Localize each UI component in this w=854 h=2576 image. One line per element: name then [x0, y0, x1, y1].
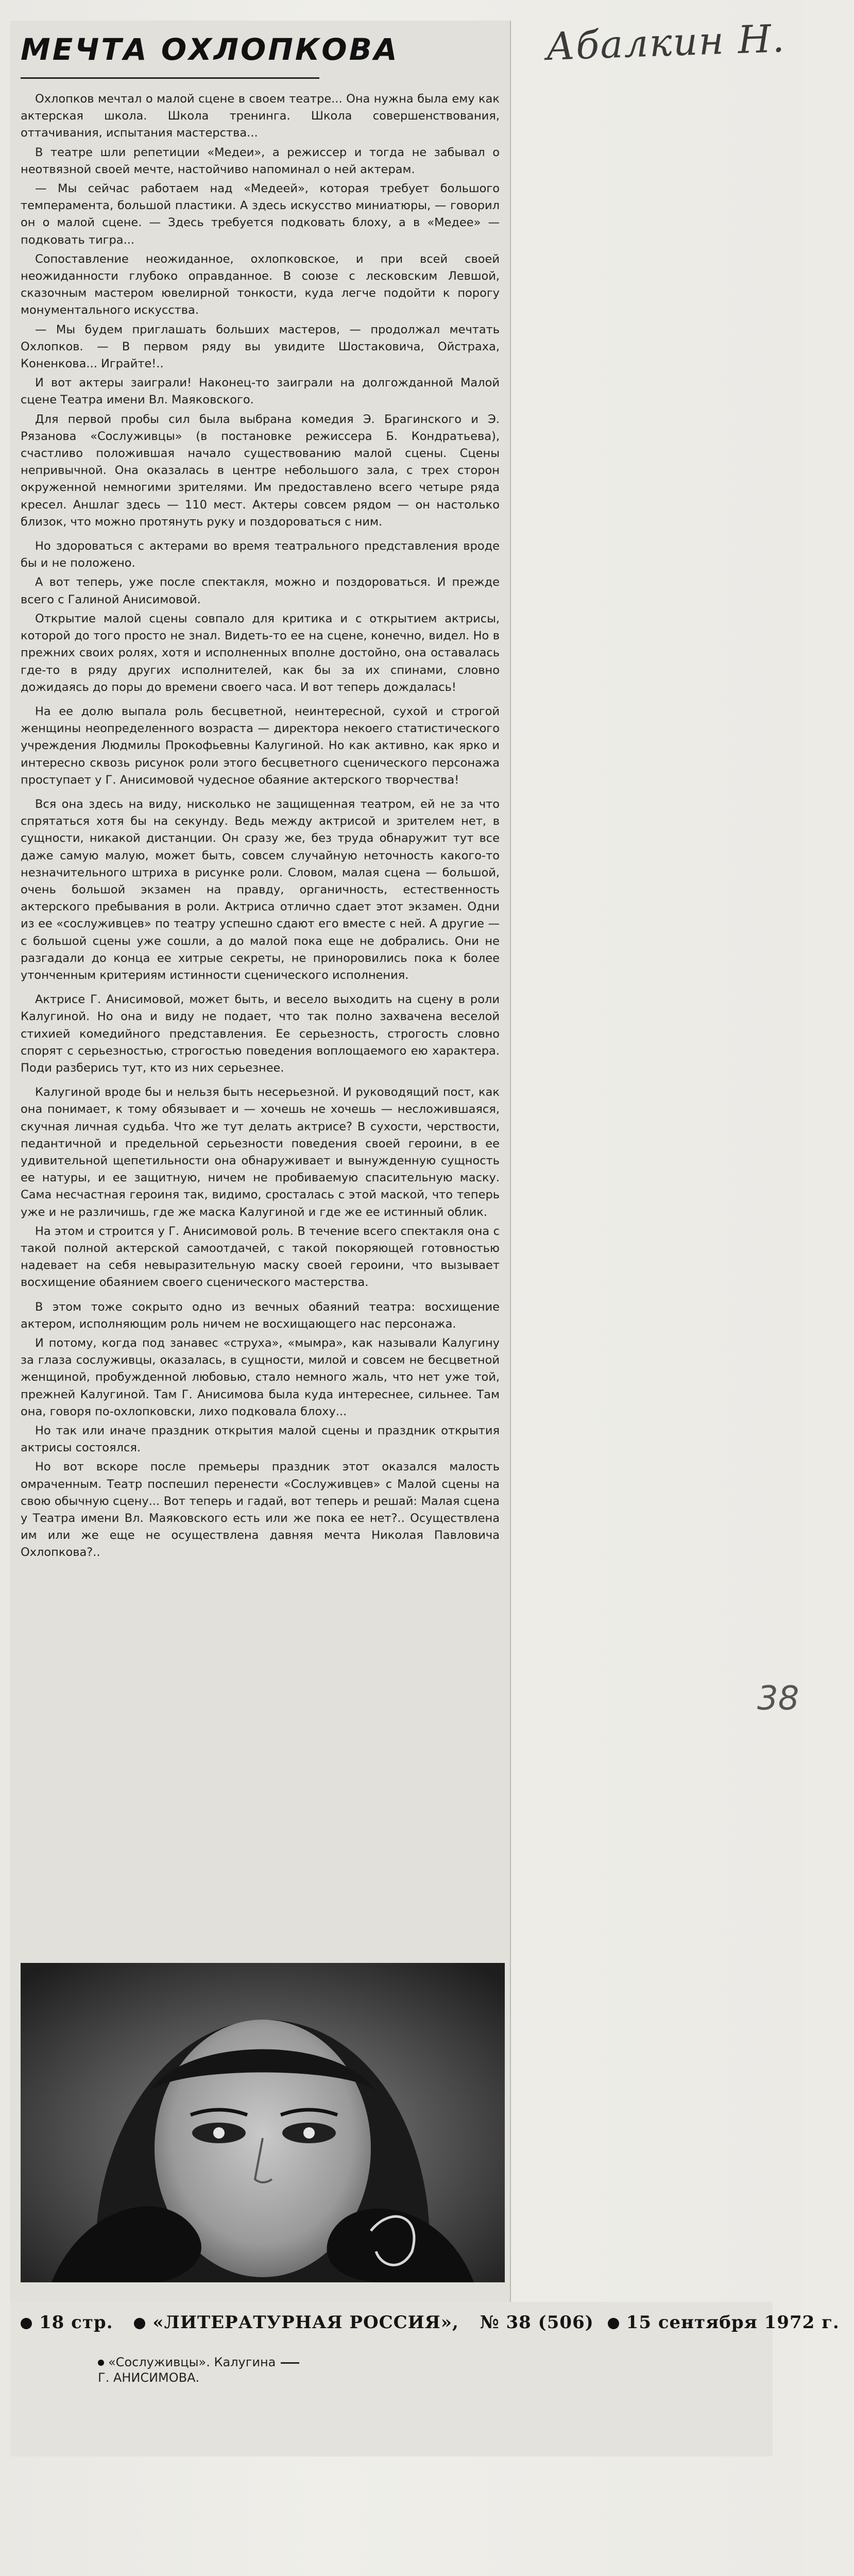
photo-caption [98, 2354, 458, 2385]
newspaper-footer [21, 2312, 840, 2333]
bullet-icon [21, 2318, 32, 2329]
paragraph: Калугиной вроде бы и нельзя быть несерьезной. И руководящий пост, как она понимает, к тому обязывает и — хочешь не хочешь — несложившаяся, скучная личная судьба. Что же тут делать актрисе? В сухости, черствости, педантичной и предельной серьезности поведения своей героини, в ее удивительной щепетильности она обнаруживает и вынужденную сущность ее натуры, и ее защитную, ничем не пробиваемую спасительную маску. Сама несчастная героиня так, видимо, сросталась с этой маской, что теперь уже и не различишь, где же маска Калугиной и где же ее истинный облик. [21, 1086, 500, 1219]
footer-issue: № 38 (506) [480, 2312, 594, 2333]
paragraph: А вот теперь, уже после спектакля, можно и поздороваться. И прежде всего с Галиной Анисимовой. [21, 575, 500, 606]
footer-newspaper: «ЛИТЕРАТУРНАЯ РОССИЯ», [134, 2312, 466, 2333]
paragraph: Для первой пробы сил была выбрана комедия Э. Брагинского и Э. Рязанова «Сослуживцы» (в постановке режиссера Б. Кондратьева), счастливо положившая начало существованию малой сцены. Сцены непривычной. Она оказалась в центре небольшого зала, с трех сторон окруженной немногими зрителями. Им предоставлено всего четыре ряда кресел. Аншлаг здесь — 110 мест. Актеры совсем рядом — он настолько близок, что можно протянуть руку и поздороваться с ним. [21, 412, 500, 529]
caption-line-2: Г. АНИСИМОВА. [98, 2370, 200, 2385]
margin-page-number: 38 [757, 1680, 799, 1718]
paragraph: Охлопков мечтал о малой сцене в своем театре... Она нужна была ему как актерская школа. Школа тренинга. Школа совершенствования, оттачивания, испытания мастерства... [21, 92, 500, 140]
footer-page: 18 стр. [21, 2312, 121, 2333]
paragraph: Но так или иначе праздник открытия малой сцены и праздник открытия актрисы состоялся. [21, 1424, 500, 1455]
footer-date: 15 сентября 1972 г. [608, 2312, 847, 2333]
photo-illustration [21, 1963, 505, 2282]
bullet-icon [608, 2318, 619, 2329]
caption-line-1: «Сослуживцы». Калугина [98, 2354, 458, 2370]
headline-underline [21, 77, 319, 79]
bullet-icon [134, 2318, 145, 2329]
paragraph: — Мы сейчас работаем над «Медеей», которая требует большого темперамента, большой пластики. А здесь искусство миниатюры, — говорил он о малой сцене. — Здесь требуется подковать блоху, а в «Медее» — подковать тигра... [21, 182, 500, 247]
paragraph: Актрисе Г. Анисимовой, может быть, и весело выходить на сцену в роли Калугиной. Но она и виду не подает, что так полно захвачена веселой стихией комедийного представления. Ее серьезность, строгость словно спорят с серьезностью, строгостью поведения воплощаемого ею характера. Поди разберись тут, кто из них серьезнее. [21, 993, 500, 1075]
paragraph: И вот актеры заиграли! Наконец-то заиграли на долгожданной Малой сцене Театра имени Вл. Маяковского. [21, 376, 500, 407]
actress-photo [21, 1963, 505, 2282]
paragraph: На ее долю выпала роль бесцветной, неинтересной, сухой и строгой женщины неопределенного возраста — директора некоего статистического учреждения Людмилы Прокофьевны Калугиной. Но как активно, как ярко и интересно сквозь рисунок роли этого бесцветного сценического персонажа проступает у Г. Анисимовой чудесное обаяние актерского творчества! [21, 704, 500, 787]
article-headline: МЕЧТА ОХЛОПКОВА [21, 32, 399, 67]
paragraph: Открытие малой сцены совпало для критика и с открытием актрисы, которой до того просто не знал. Видеть-то ее на сцене, конечно, видел. Но в прежних своих ролях, хотя и исполненных вполне достойно, она оставалась где-то в ряду других исполнителей, как бы за их спинами, словно дожидаясь до поры до времени своего часа. И вот теперь дождалась! [21, 612, 500, 694]
dash-icon [281, 2362, 299, 2364]
paragraph: В этом тоже сокрыто одно из вечных обаяний театра: восхищение актером, исполняющим роль ничем не восхищающего нас персонажа. [21, 1300, 500, 1331]
paragraph: Но вот вскоре после премьеры праздник этот оказался малость омраченным. Театр поспешил перенести «Сослуживцев» с Малой сцены на свою обычную сцену... Вот теперь и гадай, вот теперь и решай: Малая сцена у Театра имени Вл. Маяковского есть или же пока ее нет?.. Осуществлена им или же еще не осуществлена давняя мечта Николая Павловича Охлопкова?.. [21, 1460, 500, 1560]
paragraph: На этом и строится у Г. Анисимовой роль. В течение всего спектакля она с такой полной актерской самоотдачей, с такой покоряющей готовностью надевает на себя невыразительную маску своей героини, что вызывает восхищение обаянием своего сценического мастерства. [21, 1224, 500, 1290]
paragraph: Сопоставление неожиданное, охлопковское, и при всей своей неожиданности глубоко оправданное. В союзе с лесковским Левшой, сказочным мастером ювелирной тонкости, куда легче подойти к порогу монументального искусства. [21, 252, 500, 317]
article-body [21, 91, 500, 1564]
bullet-icon [98, 2360, 104, 2366]
paragraph: — Мы будем приглашать больших мастеров, — продолжал мечтать Охлопков. — В первом ряду вы увидите Шостаковича, Ойстраха, Коненкова... Играйте!.. [21, 323, 500, 371]
paragraph: Но здороваться с актерами во время театрального представления вроде бы и не положено. [21, 539, 500, 570]
handwritten-note: Абалкин Н. [545, 16, 786, 70]
paragraph: В театре шли репетиции «Медеи», а режиссер и тогда не забывал о неотвязной своей мечте, настойчиво напоминал о ней актерам. [21, 145, 500, 176]
paragraph: Вся она здесь на виду, нисколько не защищенная театром, ей не за что спрятаться хотя бы на секунду. Ведь между актрисой и зрителем нет, в сущности, никакой дистанции. Он сразу же, без труда обнаружит тут все даже самую малую, может быть, совсем случайную неточность какого-то незначительного штриха в рисунке роли. Словом, малая сцена — большой, очень большой экзамен на правду, органичность, естественность актерского пребывания в роли. Актриса отлично сдает этот экзамен. Одни из ее «сослуживцев» по театру успешно сдают его вместе с ней. А другие — с большой сцены уже сошли, а до малой пока еще не добрались. Они не разгадали до конца ее хитрые секреты, не приноровились пока к более утонченным критериям истинности сценического исполнения. [21, 797, 500, 982]
paragraph: И потому, когда под занавес «струха», «мымра», как называли Калугину за глаза сослуживцы, оказалась, в сущности, милой и совсем не бесцветной женщиной, пробужденной любовью, стало немного жаль, что нет уже той, прежней Калугиной. Там Г. Анисимова была куда интереснее, сильнее. Там она, говоря по-охлопковски, лихо подковала блоху... [21, 1336, 500, 1418]
